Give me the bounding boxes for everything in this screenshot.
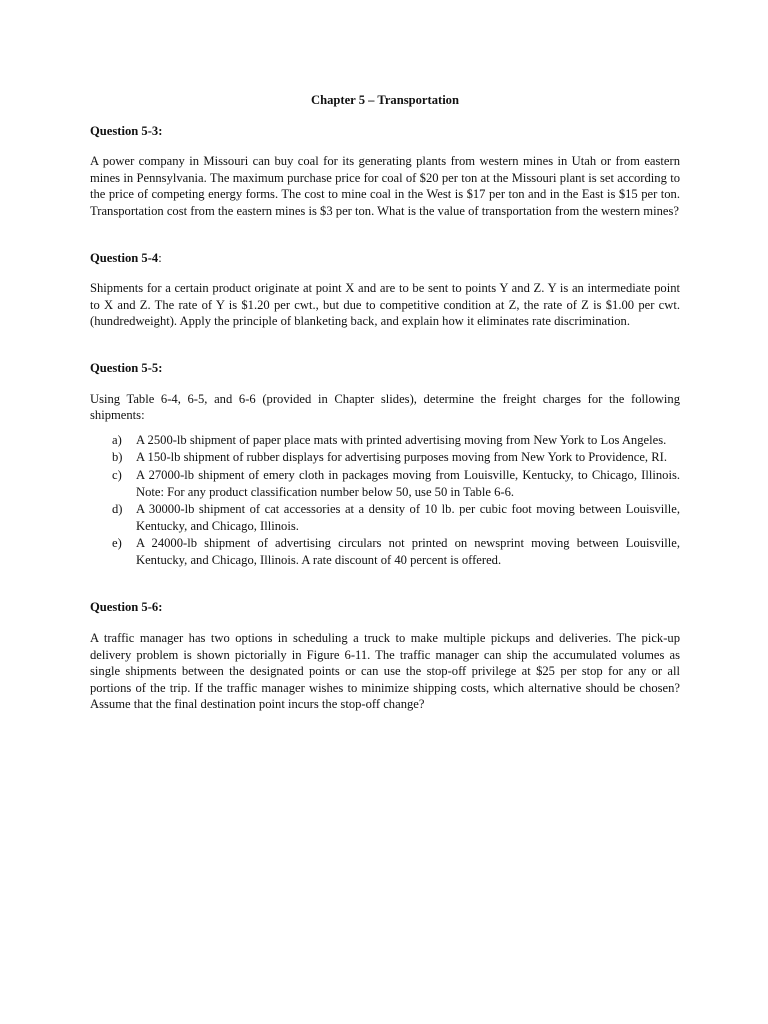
question-text: A traffic manager has two options in scheduling a truck to make multiple pickups and deliveries. The pick-up delivery problem is shown pictorially in Figure 6-11. The traffic manager can ship the accumulated volumes as single shipments between the designated points or can use the stop-off privilege at $25 per stop for any or all portions of the trip. If the traffic manager wishes to minimize shipping costs, which alternative should be chosen? Assume that the final destination point incurs the stop-off change? bbox=[90, 631, 680, 712]
question-heading: Question 5-3: bbox=[90, 123, 163, 138]
list-marker: d) bbox=[112, 502, 123, 517]
question-5-5 bbox=[90, 360, 680, 569]
question-5-6 bbox=[90, 599, 680, 713]
list-item bbox=[90, 432, 680, 449]
document-page bbox=[90, 92, 680, 713]
shipment-list bbox=[90, 432, 680, 569]
list-item bbox=[90, 467, 680, 500]
question-heading-colon: : bbox=[158, 250, 162, 265]
list-item-text: A 24000-lb shipment of advertising circulars not printed on newsprint moving between Louisville, Kentucky, and Chicago, Illinois. A rate discount of 40 percent is offered. bbox=[136, 536, 680, 567]
list-item-text: A 2500-lb shipment of paper place mats with printed advertising moving from New York to Los Angeles. bbox=[136, 432, 667, 447]
page-title: Chapter 5 – Transportation bbox=[311, 93, 459, 107]
list-item-text: A 150-lb shipment of rubber displays for advertising purposes moving from New York to Providence, RI. bbox=[136, 450, 667, 465]
list-item-text: A 27000-lb shipment of emery cloth in packages moving from Louisville, Kentucky, to Chicago, Illinois. Note: For any product classification number below 50, use 50 in Table 6-6. bbox=[136, 467, 680, 499]
list-marker: a) bbox=[112, 432, 122, 447]
question-heading bbox=[90, 250, 680, 267]
question-5-3 bbox=[90, 123, 680, 220]
list-marker: b) bbox=[112, 450, 123, 465]
list-marker: c) bbox=[112, 467, 122, 482]
list-item-text: A 30000-lb shipment of cat accessories at a density of 10 lb. per cubic foot moving between Louisville, Kentucky, and Chicago, Illinois. bbox=[136, 502, 680, 533]
question-heading: Question 5-6: bbox=[90, 600, 163, 615]
question-text: A power company in Missouri can buy coal for its generating plants from western mines in Utah or from eastern mines in Pennsylvania. The maximum purchase price for coal of $20 per ton at the Missouri plant is set according to the price of competing energy forms. The cost to mine coal in the West is $17 per ton and in the East is $15 per ton. Transportation cost from the eastern mines is $3 per ton. What is the value of transportation from the western mines? bbox=[90, 154, 680, 218]
list-item bbox=[90, 501, 680, 534]
question-heading-label: Question 5-4 bbox=[90, 250, 159, 265]
list-item bbox=[90, 535, 680, 568]
question-heading: Question 5-5: bbox=[90, 360, 163, 375]
question-text: Using Table 6-4, 6-5, and 6-6 (provided in Chapter slides), determine the freight charges for the following shipments: bbox=[90, 391, 680, 423]
list-marker: e) bbox=[112, 536, 122, 551]
list-item bbox=[90, 449, 680, 466]
question-text: Shipments for a certain product originate at point X and are to be sent to points Y and Z. Y is an intermediate point to X and Z. The rate of Y is $1.20 per cwt., but due to competitive condition at Z, the rate of Z is $1.00 per cwt. (hundredweight). Apply the principle of blanketing back, and explain how it eliminates rate discrimination. bbox=[90, 281, 680, 329]
question-5-4 bbox=[90, 250, 680, 330]
